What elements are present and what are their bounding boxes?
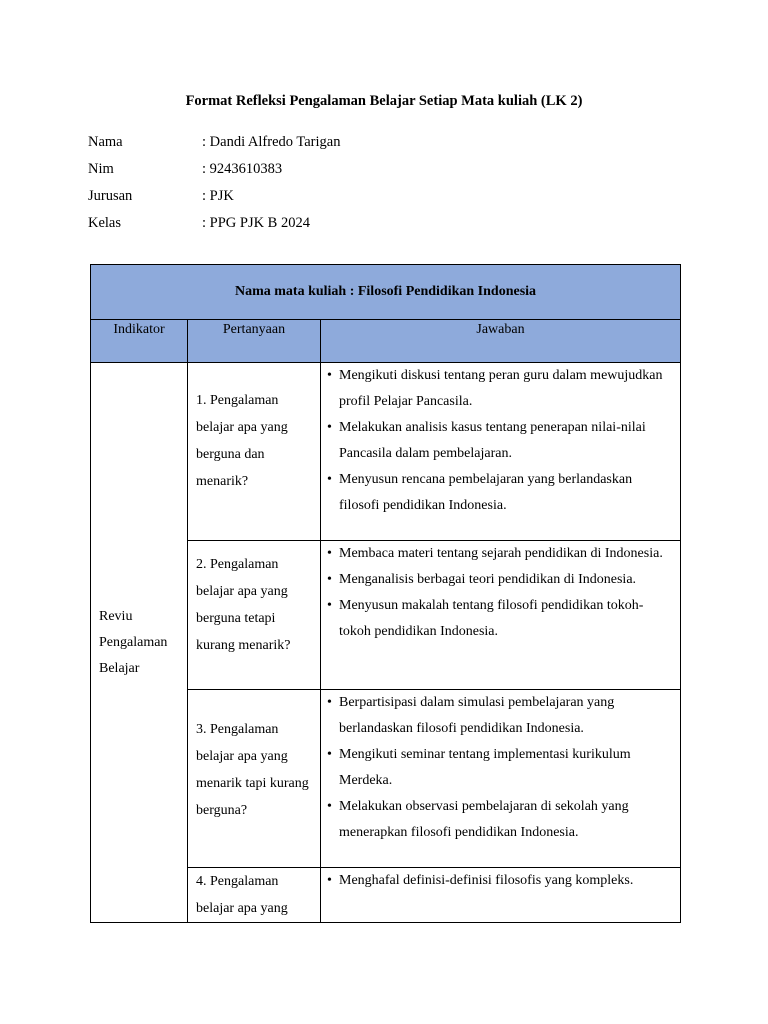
question-cell: 4. Pengalaman belajar apa yang <box>188 868 321 923</box>
answer-item: • Mengikuti seminar tentang implementasi kurikulum Merdeka. <box>321 742 674 794</box>
answer-cell <box>321 363 681 541</box>
indicator-cell: Reviu Pengalaman Belajar <box>91 363 188 923</box>
document-title: Format Refleksi Pengalaman Belajar Setiap Mata kuliah (LK 2) <box>185 93 583 109</box>
answer-item: • Menyusun makalah tentang filosofi pendidikan tokoh-tokoh pendidikan Indonesia. <box>321 593 674 645</box>
identity-label: Kelas <box>88 215 122 231</box>
answer-item: • Berpartisipasi dalam simulasi pembelajaran yang berlandaskan filosofi pendidikan Indonesia. <box>321 690 674 742</box>
identity-value: : PJK <box>202 188 234 205</box>
question-cell: 1. Pengalaman belajar apa yang berguna dan menarik? <box>188 363 321 541</box>
course-title: Nama mata kuliah : Filosofi Pendidikan Indonesia <box>91 265 681 320</box>
header-pertanyaan: Pertanyaan <box>188 320 321 363</box>
identity-value: : Dandi Alfredo Tarigan <box>202 134 340 151</box>
question-cell: 2. Pengalaman belajar apa yang berguna tetapi kurang menarik? <box>188 541 321 690</box>
identity-value: : PPG PJK B 2024 <box>202 215 310 232</box>
answer-cell <box>321 541 681 690</box>
answer-cell <box>321 690 681 868</box>
answer-item: • Melakukan analisis kasus tentang penerapan nilai-nilai Pancasila dalam pembelajaran. <box>321 415 674 467</box>
reflection-table <box>90 264 681 923</box>
identity-value: : 9243610383 <box>202 161 282 178</box>
answer-item: • Melakukan observasi pembelajaran di sekolah yang menerapkan filosofi pendidikan Indonesia. <box>321 794 674 846</box>
answer-item: • Menyusun rencana pembelajaran yang berlandaskan filosofi pendidikan Indonesia. <box>321 467 674 519</box>
identity-label: Nama <box>88 134 123 150</box>
question-cell: 3. Pengalaman belajar apa yang menarik tapi kurang berguna? <box>188 690 321 868</box>
answer-item: • Menganalisis berbagai teori pendidikan di Indonesia. <box>321 567 674 593</box>
identity-label: Nim <box>88 161 114 177</box>
answer-cell <box>321 868 681 923</box>
table-row <box>91 363 681 541</box>
identity-label: Jurusan <box>88 188 133 204</box>
header-indikator: Indikator <box>91 320 188 363</box>
answer-item: • Membaca materi tentang sejarah pendidikan di Indonesia. <box>321 541 674 567</box>
answer-item: • Menghafal definisi-definisi filosofis yang kompleks. <box>321 868 674 894</box>
header-jawaban: Jawaban <box>321 320 681 363</box>
answer-item: • Mengikuti diskusi tentang peran guru dalam mewujudkan profil Pelajar Pancasila. <box>321 363 674 415</box>
